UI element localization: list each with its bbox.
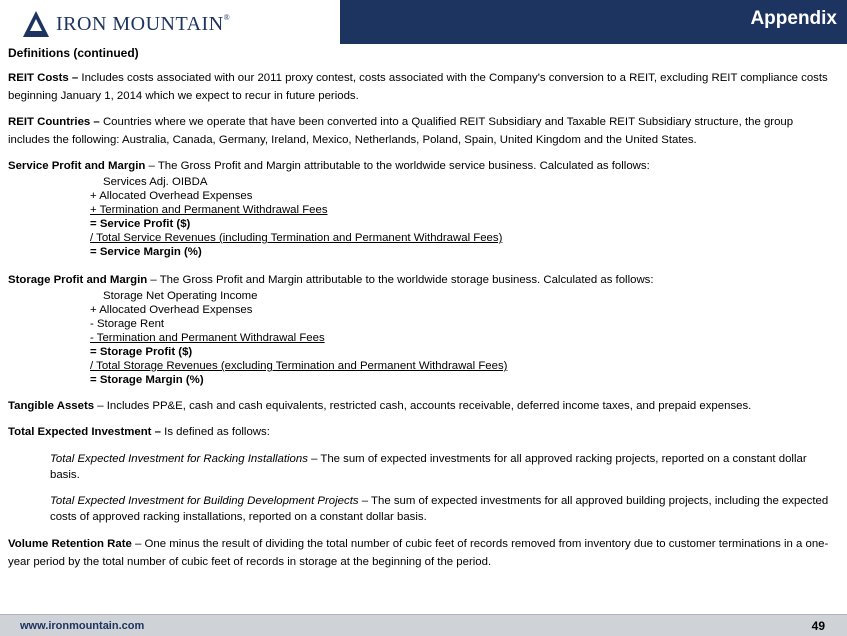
mountain-logo-icon [22,10,50,38]
tangible-assets-definition: Tangible Assets – Includes PP&E, cash and cash equivalents, restricted cash, accounts receivable, deferred income taxes, and prepaid expenses. [8,400,752,412]
racking-installations-definition: Total Expected Investment for Racking Installations – The sum of expected investments for all approved racking projects, reported on a constant dollar basis. [50,453,807,481]
page-title: Appendix [750,8,837,29]
building-projects-definition: Total Expected Investment for Building Development Projects – The sum of expected investments for all approved building projects, including the expected costs of approved racking installations, reported on a constant dollar basis. [50,495,829,523]
title-bar [340,0,847,44]
header [0,0,847,44]
definitions-content [8,45,838,571]
logo-text: IRON MOUNTAIN® [56,12,231,35]
reit-countries-definition: REIT Countries – Countries where we operate that have been converted into a Qualified REIT Subsidiary and Taxable REIT Subsidiary structure, the group includes the following: Australia, Canada, Germany, Ireland, Mexico, Netherlands, Poland, Spain, United Kingdom and the United States. [8,116,794,146]
page-number: 49 [811,619,825,633]
service-calculation: Services Adj. OIBDA + Allocated Overhead Expenses + Termination and Permanent Withdrawal Fees = Service Profit ($) / Total Service Revenues (including Termination and Permanent Withdrawal Fees) = Service Margin (%) [90,176,503,258]
section-title: Definitions (continued) [8,46,139,60]
footer-url-link[interactable]: www.ironmountain.com [20,620,145,632]
reit-costs-definition: REIT Costs – Includes costs associated with our 2011 proxy contest, costs associated with the Company's conversion to a REIT, excluding REIT compliance costs beginning January 1, 2014 which we expect to recur in future periods. [8,72,828,102]
volume-retention-definition: Volume Retention Rate – One minus the result of dividing the total number of cubic feet of records removed from inventory due to customer terminations in a one-year period by the total number of cubic feet of records in storage at the beginning of the period. [8,538,829,568]
logo[interactable] [22,10,230,38]
total-expected-investment-definition: Total Expected Investment – Is defined as follows: [8,426,270,438]
footer [0,614,847,636]
storage-calculation: Storage Net Operating Income + Allocated Overhead Expenses - Storage Rent - Termination and Permanent Withdrawal Fees = Storage Profit ($) / Total Storage Revenues (excluding Termination and Permanent Withdrawal Fees) = Storage Margin (%) [90,290,508,386]
service-profit-definition: Service Profit and Margin – The Gross Profit and Margin attributable to the worldwide service business. Calculated as follows: [8,160,650,172]
storage-profit-definition: Storage Profit and Margin – The Gross Profit and Margin attributable to the worldwide storage business. Calculated as follows: [8,274,654,286]
